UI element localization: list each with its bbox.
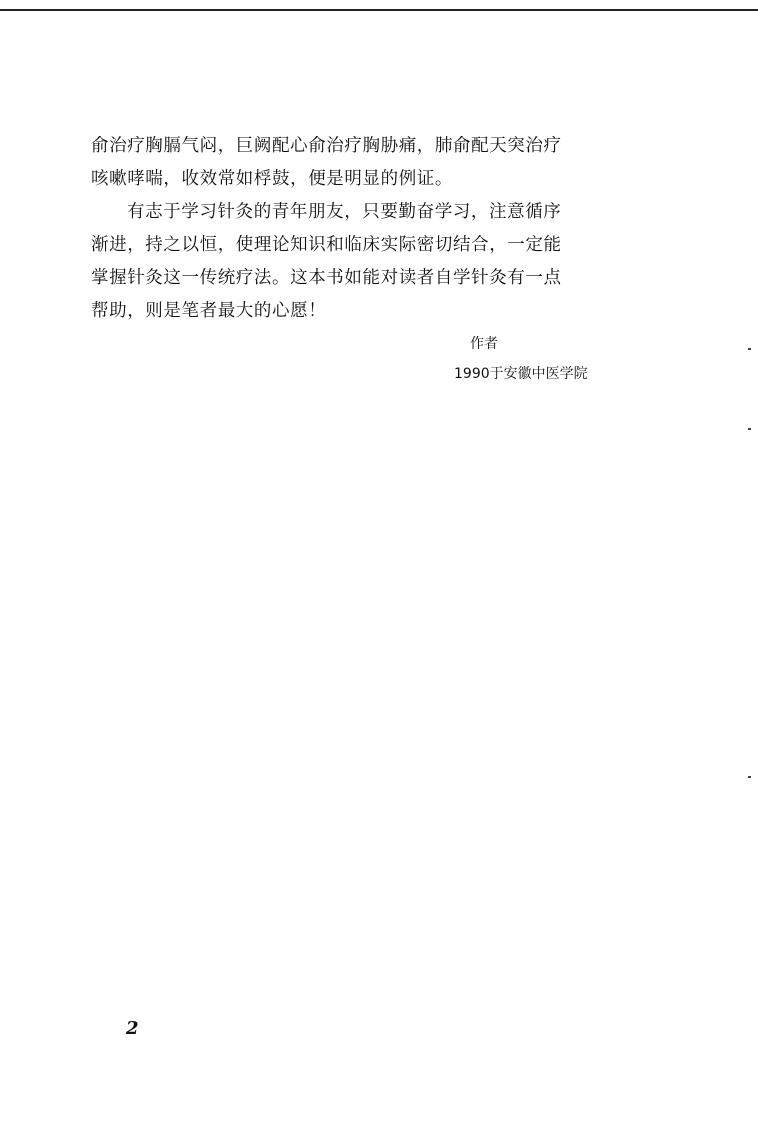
text-line: 帮助，则是笔者最大的心愿！	[91, 301, 327, 321]
page-number: 2	[126, 1018, 139, 1039]
signature	[430, 329, 660, 389]
text-line: 有志于学习针灸的青年朋友，只要勤奋学习，注意循序	[127, 202, 562, 222]
text-line: 咳嗽哮喘，收效常如桴鼓，便是明显的例证。	[91, 169, 453, 189]
text-line: 掌握针灸这一传统疗法。这本书如能对读者自学针灸有一点	[91, 268, 562, 288]
text-line: 俞治疗胸膈气闷，巨阙配心俞治疗胸胁痛，肺俞配天突治疗	[91, 136, 562, 156]
text-line: 渐进，持之以恒，使理论知识和临床实际密切结合，一定能	[91, 235, 562, 255]
body-text	[91, 130, 665, 328]
scan-speck	[748, 776, 751, 778]
signature-author: 作者	[470, 336, 498, 352]
top-rule	[0, 9, 758, 11]
signature-place-date: 1990于安徽中医学院	[454, 366, 588, 382]
scan-speck	[748, 348, 751, 350]
scan-speck	[748, 428, 751, 430]
